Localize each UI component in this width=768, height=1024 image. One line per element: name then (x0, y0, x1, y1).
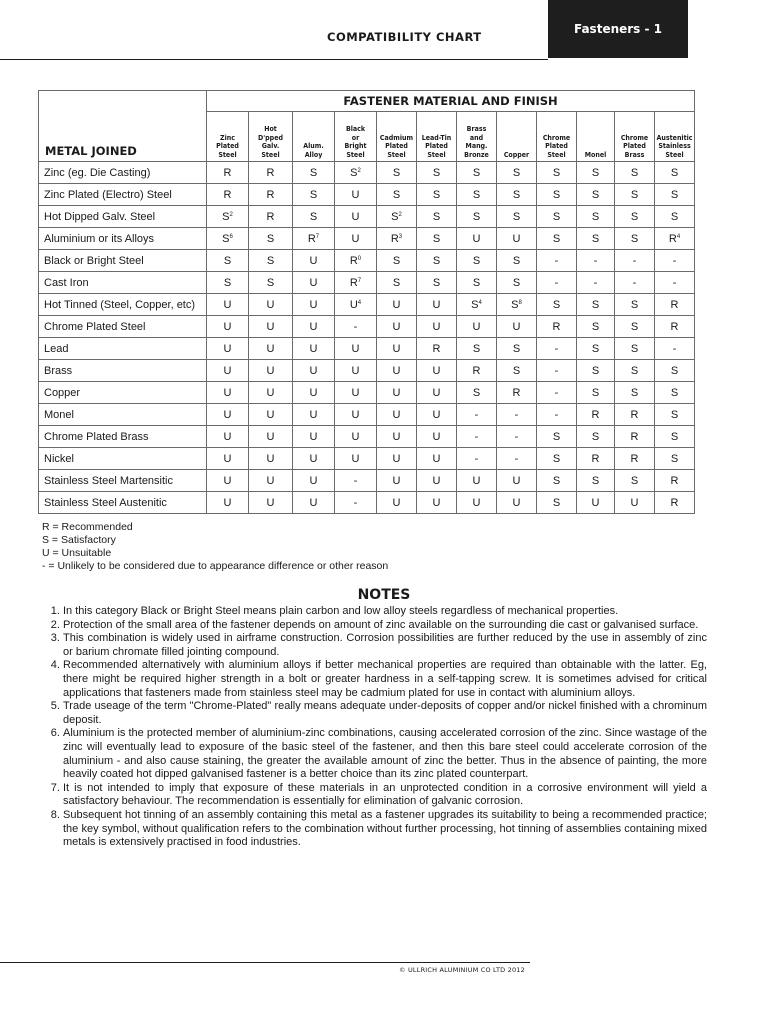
table-cell: S (615, 228, 655, 250)
table-cell: S (577, 470, 615, 492)
table-cell: S (615, 382, 655, 404)
table-cell: R (207, 162, 249, 184)
fastener-band-title: FASTENER MATERIAL AND FINISH (207, 91, 695, 112)
table-cell: U (335, 448, 377, 470)
legend-item: S = Satisfactory (42, 534, 116, 546)
table-cell (207, 206, 249, 228)
table-cell: S (537, 184, 577, 206)
row-label: Zinc (eg. Die Casting) (39, 162, 207, 184)
column-header: Copper (497, 112, 537, 162)
note-item: 4. Recommended alternatively with aluminium alloys if better mechanical properties are required than obtainable with the latter. Eg, there might be required higher strength in a bolt or greater hardness in a self-tapping screw. It is sometimes advised for critical applications that fasteners made from stainless steel may be cadmium plated for use in contact with aluminium alloys. (63, 659, 707, 700)
table-cell: U (497, 492, 537, 514)
table-cell: S (293, 206, 335, 228)
copyright: © ULLRICH ALUMINIUM CO LTD 2012 (399, 966, 525, 974)
page-title: COMPATIBILITY CHART (327, 30, 482, 44)
table-cell: - (497, 448, 537, 470)
cell-value: R (307, 232, 316, 245)
note-item: 8. Subsequent hot tinning of an assembly containing this metal as a fastener upgrades its suitability to being a recommended practice; the key symbol, without qualification refers to the combination without further processing, hot tinning of assemblies containing mixed metals is extensively practised in food industries. (63, 809, 707, 850)
table-cell: U (417, 404, 457, 426)
table-cell: U (377, 382, 417, 404)
table-cell: S (457, 250, 497, 272)
table-cell (335, 162, 377, 184)
table-cell: S (497, 250, 537, 272)
table-cell: S (207, 272, 249, 294)
note-ref: 0 (357, 255, 362, 262)
column-header: Chrome Plated Steel (537, 112, 577, 162)
table-cell: U (293, 272, 335, 294)
table-cell: R (497, 382, 537, 404)
table-row (39, 184, 695, 206)
note-item: 7. It is not intended to imply that exposure of these materials in an unprotected condition in a corrosive environment will yield a satisfactory behaviour. The recommendation is essentially for elimination of galvanic corrosion. (63, 782, 707, 809)
table-cell: - (457, 404, 497, 426)
table-cell: U (335, 206, 377, 228)
table-cell: U (293, 316, 335, 338)
table-cell: U (417, 492, 457, 514)
table-cell: S (417, 162, 457, 184)
note-ref: 2 (229, 211, 233, 218)
table-cell (497, 294, 537, 316)
table-cell: U (377, 492, 417, 514)
table-cell: U (249, 338, 293, 360)
table-cell: S (577, 338, 615, 360)
table-cell: S (615, 206, 655, 228)
metal-joined-header: METAL JOINED (39, 112, 207, 162)
table-cell: U (377, 470, 417, 492)
table-cell: U (249, 316, 293, 338)
table-cell: S (497, 272, 537, 294)
compatibility-table (38, 90, 695, 514)
table-cell (655, 228, 695, 250)
table-cell: S (655, 206, 695, 228)
table-cell (207, 228, 249, 250)
table-cell: U (293, 338, 335, 360)
table-row (39, 448, 695, 470)
table-cell: - (615, 250, 655, 272)
table-cell: S (457, 338, 497, 360)
table-row (39, 316, 695, 338)
table-cell: U (293, 426, 335, 448)
table-cell: R (655, 316, 695, 338)
table-cell: - (537, 382, 577, 404)
table-row (39, 228, 695, 250)
table-cell: S (417, 228, 457, 250)
table-cell: U (293, 492, 335, 514)
table-cell: R (249, 184, 293, 206)
table-cell (335, 294, 377, 316)
table-row (39, 162, 695, 184)
row-label: Cast Iron (39, 272, 207, 294)
table-cell: U (457, 492, 497, 514)
row-label: Brass (39, 360, 207, 382)
cell-value: R (349, 276, 358, 289)
note-ref: 6 (229, 233, 233, 240)
table-cell: S (377, 184, 417, 206)
table-cell: U (615, 492, 655, 514)
table-cell: S (615, 360, 655, 382)
table-cell: U (335, 404, 377, 426)
note-item: 2. Protection of the small area of the fastener depends on amount of zinc available on the surrounding die cast or galvanised surface. (63, 619, 707, 633)
table-cell (377, 228, 417, 250)
table-cell: S (377, 272, 417, 294)
table-cell: - (537, 272, 577, 294)
table-cell: U (249, 426, 293, 448)
table-cell: S (577, 184, 615, 206)
table-cell: U (377, 404, 417, 426)
column-header: Lead-Tin Plated Steel (417, 112, 457, 162)
table-cell: S (615, 294, 655, 316)
table-cell: R (207, 184, 249, 206)
note-ref: 4 (676, 233, 681, 240)
table-cell: S (577, 382, 615, 404)
table-cell: R (615, 404, 655, 426)
table-cell: U (249, 470, 293, 492)
column-header: Chrome Plated Brass (615, 112, 655, 162)
table-cell: U (293, 470, 335, 492)
table-cell: S (655, 184, 695, 206)
table-cell: S (577, 162, 615, 184)
table-cell: S (655, 360, 695, 382)
footer-divider (0, 962, 530, 963)
table-cell: S (249, 272, 293, 294)
table-cell: U (335, 426, 377, 448)
table-cell: S (655, 448, 695, 470)
note-ref: 7 (357, 277, 362, 284)
table-cell: S (655, 382, 695, 404)
table-cell: U (207, 316, 249, 338)
cell-value: U (349, 298, 358, 311)
row-label: Chrome Plated Brass (39, 426, 207, 448)
table-cell: U (377, 338, 417, 360)
row-label: Lead (39, 338, 207, 360)
table-cell: S (577, 294, 615, 316)
table-cell: U (417, 316, 457, 338)
table-row (39, 250, 695, 272)
table-row (39, 382, 695, 404)
table-cell: - (537, 404, 577, 426)
table-cell: - (537, 360, 577, 382)
table-cell: S (537, 470, 577, 492)
table-cell: U (497, 228, 537, 250)
table-cell: - (577, 272, 615, 294)
table-cell: S (537, 426, 577, 448)
row-label: Hot Dipped Galv. Steel (39, 206, 207, 228)
note-ref: 2 (398, 211, 402, 218)
cell-value: S (511, 298, 519, 311)
table-cell: U (207, 470, 249, 492)
table-cell: U (335, 360, 377, 382)
table-cell (377, 206, 417, 228)
table-cell: U (207, 404, 249, 426)
column-header: Alum. Alloy (293, 112, 335, 162)
table-cell: R (577, 448, 615, 470)
table-cell: R (655, 294, 695, 316)
table-cell: U (377, 360, 417, 382)
table-cell: U (249, 360, 293, 382)
table-cell: U (293, 250, 335, 272)
note-ref: 8 (518, 299, 522, 306)
cell-value: R (390, 232, 399, 245)
legend-item: R = Recommended (42, 521, 133, 533)
table-cell: S (537, 162, 577, 184)
table-cell: R (537, 316, 577, 338)
table-cell: S (655, 404, 695, 426)
table-cell: S (249, 250, 293, 272)
table-cell: S (457, 162, 497, 184)
table-cell: S (655, 426, 695, 448)
cell-value: S (350, 166, 358, 179)
table-cell: S (417, 250, 457, 272)
table-row (39, 294, 695, 316)
table-cell: U (207, 294, 249, 316)
table-cell: R (615, 448, 655, 470)
note-ref: 4 (357, 299, 362, 306)
note-item: 1. In this category Black or Bright Steel means plain carbon and low alloy steels regardless of mechanical properties. (63, 605, 707, 619)
table-cell: - (335, 470, 377, 492)
table-cell: S (615, 338, 655, 360)
row-label: Chrome Plated Steel (39, 316, 207, 338)
column-header: Brass and Mang. Bronze (457, 112, 497, 162)
note-ref: 7 (315, 233, 320, 240)
table-cell: R (417, 338, 457, 360)
table-cell: S (577, 360, 615, 382)
legend-item: - = Unlikely to be considered due to appearance difference or other reason (42, 560, 389, 572)
table-cell: S (615, 316, 655, 338)
note-item: 6. Aluminium is the protected member of aluminium-zinc combinations, causing accelerated corrosion of the zinc. Since wastage of the zinc will eventually lead to exposure of the basic steel of the fastener, and then this bare steel could accelerate corrosion of the aluminium - and also cause staining, the greater the available amount of zinc the better. Thus in the absence of painting, the more heavily coated hot dipped galvanised fastener is a better choice than its zinc plated counterpart. (63, 727, 707, 781)
table-cell: S (577, 316, 615, 338)
legend (42, 521, 388, 573)
table-row (39, 470, 695, 492)
row-label: Stainless Steel Martensitic (39, 470, 207, 492)
table-cell (293, 228, 335, 250)
table-cell: S (377, 162, 417, 184)
table-row (39, 272, 695, 294)
column-header: Black or Bright Steel (335, 112, 377, 162)
table-cell: S (615, 470, 655, 492)
table-cell: R (577, 404, 615, 426)
table-cell: - (457, 448, 497, 470)
table-cell: S (457, 184, 497, 206)
table-row (39, 492, 695, 514)
table-cell (335, 250, 377, 272)
table-cell: U (207, 382, 249, 404)
table-cell: R (249, 206, 293, 228)
table-cell: R (655, 470, 695, 492)
table-cell: S (577, 426, 615, 448)
note-ref: 4 (478, 299, 482, 306)
cell-value: R (349, 254, 358, 267)
table-corner (39, 91, 207, 112)
table-cell: U (417, 426, 457, 448)
row-label: Zinc Plated (Electro) Steel (39, 184, 207, 206)
note-item: 5. Trade useage of the term "Chrome-Plated" really means adequate under-deposits of copper and/or nickel finished with a chrominum deposit. (63, 700, 707, 727)
table-cell: U (417, 382, 457, 404)
column-header: Hot D'pped Galv. Steel (249, 112, 293, 162)
row-label: Monel (39, 404, 207, 426)
note-ref: 3 (398, 233, 403, 240)
table-row (39, 360, 695, 382)
table-cell: U (249, 382, 293, 404)
table-cell: U (417, 470, 457, 492)
table-cell: S (615, 162, 655, 184)
column-header: Zinc Plated Steel (207, 112, 249, 162)
table-cell: R (457, 360, 497, 382)
table-cell: U (377, 448, 417, 470)
table-cell: U (577, 492, 615, 514)
table-cell: - (335, 492, 377, 514)
table-cell: U (207, 338, 249, 360)
table-cell: - (577, 250, 615, 272)
table-cell: S (497, 360, 537, 382)
cell-value: S (222, 210, 230, 223)
table-row (39, 404, 695, 426)
table-cell: U (293, 360, 335, 382)
table-cell: S (577, 228, 615, 250)
header-divider (0, 59, 548, 60)
table-cell: S (537, 228, 577, 250)
table-cell: U (377, 426, 417, 448)
table-cell: U (249, 448, 293, 470)
table-cell: U (497, 470, 537, 492)
row-label: Hot Tinned (Steel, Copper, etc) (39, 294, 207, 316)
table-cell: S (537, 492, 577, 514)
table-cell: S (293, 184, 335, 206)
table-cell: U (293, 404, 335, 426)
table-cell: U (335, 184, 377, 206)
table-cell: - (497, 426, 537, 448)
table-cell: S (537, 206, 577, 228)
cell-value: S (391, 210, 399, 223)
note-ref: 2 (357, 167, 361, 174)
table-cell: U (207, 448, 249, 470)
table-cell: S (497, 184, 537, 206)
table-cell: U (377, 316, 417, 338)
table-cell: S (457, 206, 497, 228)
table-cell: S (417, 272, 457, 294)
legend-item: U = Unsuitable (42, 547, 112, 559)
row-label: Nickel (39, 448, 207, 470)
table-cell: U (377, 294, 417, 316)
table-cell: S (377, 250, 417, 272)
row-label: Copper (39, 382, 207, 404)
notes-list (42, 605, 707, 850)
table-cell: U (249, 404, 293, 426)
table-cell: U (293, 382, 335, 404)
row-label: Stainless Steel Austenitic (39, 492, 207, 514)
row-label: Aluminium or its Alloys (39, 228, 207, 250)
table-cell: U (457, 228, 497, 250)
table-cell: U (335, 382, 377, 404)
table-cell: U (335, 228, 377, 250)
table-cell (335, 272, 377, 294)
table-cell (457, 294, 497, 316)
cell-value: R (668, 232, 677, 245)
table-cell: S (457, 382, 497, 404)
section-tab: Fasteners - 1 (548, 0, 688, 58)
table-cell: - (655, 338, 695, 360)
table-cell: S (655, 162, 695, 184)
row-label: Black or Bright Steel (39, 250, 207, 272)
table-cell: S (615, 184, 655, 206)
table-cell: U (249, 294, 293, 316)
table-cell: U (417, 360, 457, 382)
table-cell: S (293, 162, 335, 184)
cell-value: S (222, 232, 230, 245)
table-cell: - (457, 426, 497, 448)
table-cell: U (293, 294, 335, 316)
table-cell: S (537, 294, 577, 316)
table-row (39, 426, 695, 448)
table-cell: U (417, 294, 457, 316)
table-cell: - (655, 250, 695, 272)
table-row (39, 338, 695, 360)
table-cell: - (537, 338, 577, 360)
table-cell: S (577, 206, 615, 228)
table-cell: U (207, 426, 249, 448)
table-cell: - (537, 250, 577, 272)
table-cell: U (457, 470, 497, 492)
table-cell: S (537, 448, 577, 470)
note-item: 3. This combination is widely used in airframe construction. Corrosion possibilities are further reduced by the use in assembly of zinc or barium chromate filled jointing compound. (63, 632, 707, 659)
column-header: Monel (577, 112, 615, 162)
table-cell: U (335, 338, 377, 360)
column-header: Austenitic Stainless Steel (655, 112, 695, 162)
table-cell: U (457, 316, 497, 338)
table-cell: S (457, 272, 497, 294)
cell-value: S (471, 298, 479, 311)
table-row (39, 206, 695, 228)
table-cell: U (249, 492, 293, 514)
table-cell: U (293, 448, 335, 470)
table-cell: S (417, 184, 457, 206)
table-cell: S (417, 206, 457, 228)
notes-title: NOTES (357, 587, 411, 603)
table-cell: R (249, 162, 293, 184)
table-cell: S (249, 228, 293, 250)
table-cell: R (615, 426, 655, 448)
table-cell: U (207, 360, 249, 382)
table-cell: - (335, 316, 377, 338)
table-cell: S (497, 338, 537, 360)
column-header: Cadmium Plated Steel (377, 112, 417, 162)
table-cell: U (417, 448, 457, 470)
table-cell: S (497, 206, 537, 228)
table-cell: R (655, 492, 695, 514)
table-cell: U (207, 492, 249, 514)
table-cell: S (497, 162, 537, 184)
table-cell: - (655, 272, 695, 294)
table-cell: - (615, 272, 655, 294)
table-cell: - (497, 404, 537, 426)
table-cell: U (497, 316, 537, 338)
table-cell: S (207, 250, 249, 272)
